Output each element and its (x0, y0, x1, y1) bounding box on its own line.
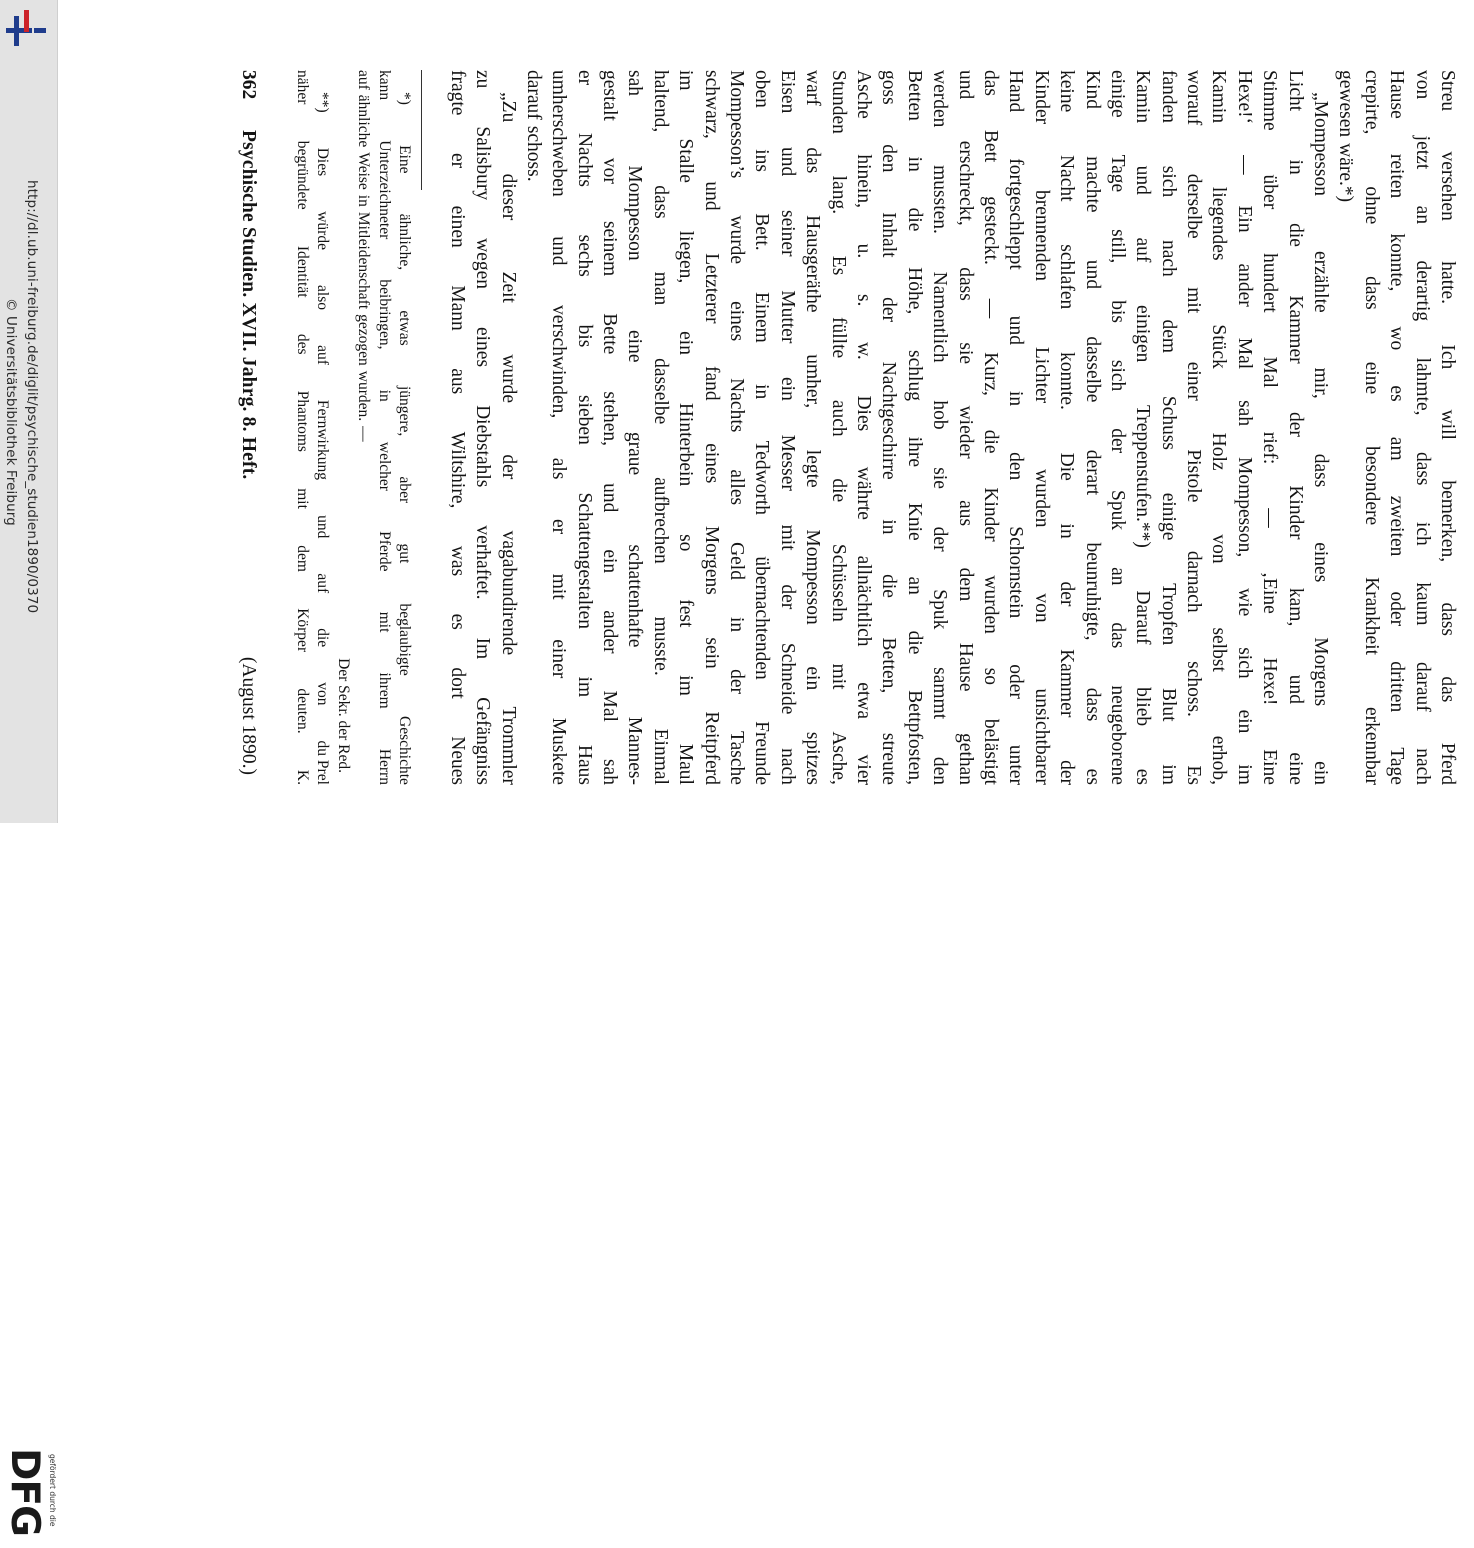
text-line: Hause reiten konnte, wo es am zweiten oder dritten Tage (1386, 70, 1408, 785)
paragraph-3 (444, 70, 520, 785)
footnote-1-signature: Der Sekr. der Red. (334, 658, 352, 773)
text-line: von jetzt an derartig lahmte, dass ich kaum darauf nach (1411, 70, 1433, 785)
issue-date: (August 1890.) (238, 656, 259, 775)
text-line: auf ähnliche Weise in Mitleidenschaft gezogen wurden. — (355, 70, 373, 442)
footnote-1 (353, 70, 415, 785)
text-line: **) Dies würde also auf Fernwirkung und auf die von du Prel (314, 92, 332, 785)
text-line: darauf schoss. (522, 70, 544, 182)
text-line: zu Salisbury wegen eines Diebstahls verhaftet. Im Gefängniss (472, 70, 494, 785)
text-line: Kind machte und dasselbe derart beunruhigte, dass es (1081, 70, 1103, 785)
ub-freiburg-logo-icon[interactable] (4, 8, 48, 50)
running-title: Psychische Studien. XVII. Jahrg. 8. Heft. (238, 130, 259, 480)
text-line: Kinder brennenden Lichter wurden von unsichtbarer (1030, 70, 1052, 785)
footnote-separator (414, 70, 428, 785)
scanned-page-viewport[interactable] (220, 70, 1460, 785)
text-line: werden mussten. Namentlich hob sie der Spuk sammt den (929, 70, 951, 785)
book-page (220, 70, 1460, 785)
text-line: und erschreckt, dass sie wieder aus dem Hause gethan (954, 70, 976, 785)
footnote-2 (291, 70, 332, 785)
paragraph-2 (521, 70, 1334, 785)
dfg-funding-label: gefördert durch die (48, 1454, 57, 1527)
dfg-logo[interactable] (0, 724, 57, 1537)
text-line: einige Tage still, bis sich der Spuk an das neugeborene (1106, 70, 1128, 785)
text-line: Hand fortgeschleppt und in den Schornstein oder unter (1005, 70, 1027, 785)
text-line: haltend, dass man dasselbe aufbrechen musste. Einmal (649, 70, 671, 785)
text-line: er Nachts sechs bis sieben Schattengestalten im Haus (573, 70, 595, 785)
text-line: kann Unterzeichneter beibringen, in welcher Pferde mit ihrem Herrn (375, 70, 393, 785)
dfg-wordmark: DFG (2, 1448, 47, 1537)
text-line: sah Mompesson eine graue schattenhafte Mannes- (624, 70, 646, 785)
text-line: „Zu dieser Zeit wurde der vagabundirende Trommler (497, 92, 519, 785)
text-line: *) Eine ähnliche, etwas jüngere, aber gut beglaubigte Geschichte (396, 92, 414, 785)
running-header (233, 70, 263, 785)
text-line: worauf derselbe mit einer Pistole darnach schoss. Es (1183, 70, 1205, 785)
text-line: im Stalle liegen, ein Hinterbein so fest im Maul (675, 70, 697, 785)
text-line: oben ins Bett. Einem in Tedworth übernachtenden Freunde (751, 70, 773, 785)
text-line: das Bett gesteckt. — Kurz, die Kinder wurden so belästigt (979, 70, 1001, 785)
paragraph-1 (1333, 70, 1460, 785)
text-line: Stimme über hundert Mal rief: — ‚Eine Hexe! Eine (1259, 70, 1281, 785)
text-line: gestalt vor seinem Bette stehen, und ein ander Mal sah (599, 70, 621, 785)
text-line: fragte er einen Mann aus Wiltshire, was es dort Neues (446, 70, 468, 785)
text-line: Licht in die Kammer der Kinder kam, und eine (1284, 70, 1306, 785)
text-line: keine Nacht schlafen konnte. Die in der Kammer der (1056, 70, 1078, 785)
text-line: fanden sich nach dem Schuss einige Tropfen Blut im (1157, 70, 1179, 785)
text-line: Kamin liegendes Stück Holz von selbst erhob, (1208, 70, 1230, 785)
text-line: warf das Hausgeräthe umher, legte Mompesson ein spitzes (802, 70, 824, 785)
text-line: Stunden lang. Es füllte auch die Schüsseln mit Asche, (827, 70, 849, 785)
text-line: näher begründete Identität des Phantoms mit dem Körper deuten. K. (293, 70, 311, 785)
text-line: Mompesson’s wurde eines Nachts alles Geld in der Tasche (726, 70, 748, 785)
text-line: crepirte, ohne dass eine besondere Krankheit erkennbar (1360, 70, 1382, 785)
text-line: umherschweben und verschwinden, als er mit einer Muskete (548, 70, 570, 785)
source-url[interactable]: http://dl.ub.uni-freiburg.de/diglit/psychische_studien1890/0370 (24, 180, 40, 614)
text-line: „Mompesson erzählte mir, dass eines Morgens ein (1310, 92, 1332, 785)
text-line: Hexe!‘ — Ein ander Mal sah Mompesson, wie sich ein im (1233, 70, 1255, 785)
text-line: Betten in die Höhe, schlug ihre Knie an die Bettpfosten, (903, 70, 925, 785)
text-line: Streu versehen hatte. Ich will bemerken, dass das Pferd (1437, 70, 1458, 785)
text-line: goss den Inhalt der Nachtgeschirre in die Betten, streute (878, 70, 900, 785)
text-line: schwarz, und Letzterer fand eines Morgens sein Reitpferd (700, 70, 722, 785)
copyright-notice: © Universitätsbibliothek Freiburg (3, 298, 19, 526)
text-line: Eisen und seiner Mutter ein Messer mit der Schneide nach (776, 70, 798, 785)
text-line: Asche hinein, u. s. w. Dies währte allnächtlich etwa vier (853, 70, 875, 785)
text-line: Kamin und auf einigen Treppenstufen.**) Darauf blieb es (1132, 70, 1154, 785)
text-line: gewesen wäre.*) (1335, 70, 1357, 203)
viewer-sidebar (0, 0, 58, 1537)
page-number: 362 (238, 70, 259, 100)
page-body (268, 70, 1460, 785)
